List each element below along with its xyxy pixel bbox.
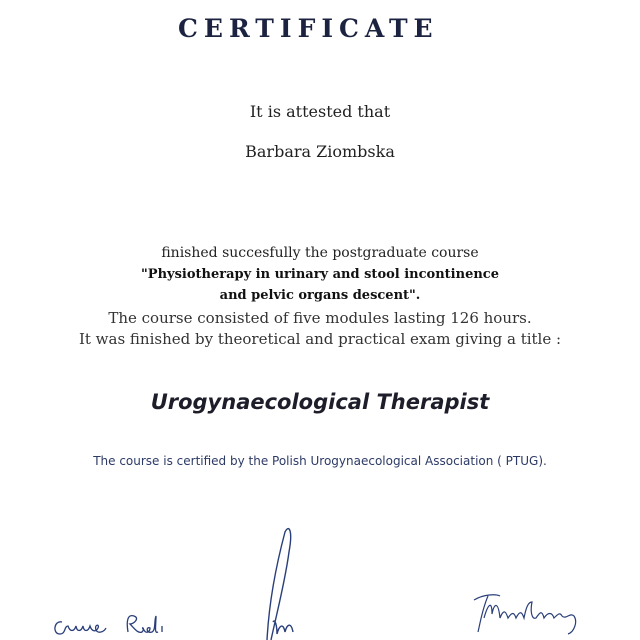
attestation-text: It is attested that bbox=[249, 102, 391, 121]
signature-center bbox=[255, 522, 325, 640]
certification-statement: The course is certified by the Polish Urogynaecological Association ( PTUG). bbox=[93, 454, 547, 468]
recipient-name: Barbara Ziombska bbox=[245, 142, 395, 161]
signature-left bbox=[50, 600, 180, 640]
course-name-line-1: "Physiotherapy in urinary and stool incontinence bbox=[141, 267, 499, 282]
course-duration: The course consisted of five modules lasting 126 hours. bbox=[108, 309, 532, 327]
certificate-title: CERTIFICATE bbox=[178, 14, 439, 43]
awarded-title: Urogynaecological Therapist bbox=[150, 390, 490, 414]
course-intro: finished succesfully the postgraduate course bbox=[161, 245, 479, 261]
course-name-line-2: and pelvic organs descent". bbox=[219, 288, 421, 303]
exam-text: It was finished by theoretical and practical exam giving a title : bbox=[78, 330, 562, 348]
signature-right bbox=[470, 590, 590, 640]
